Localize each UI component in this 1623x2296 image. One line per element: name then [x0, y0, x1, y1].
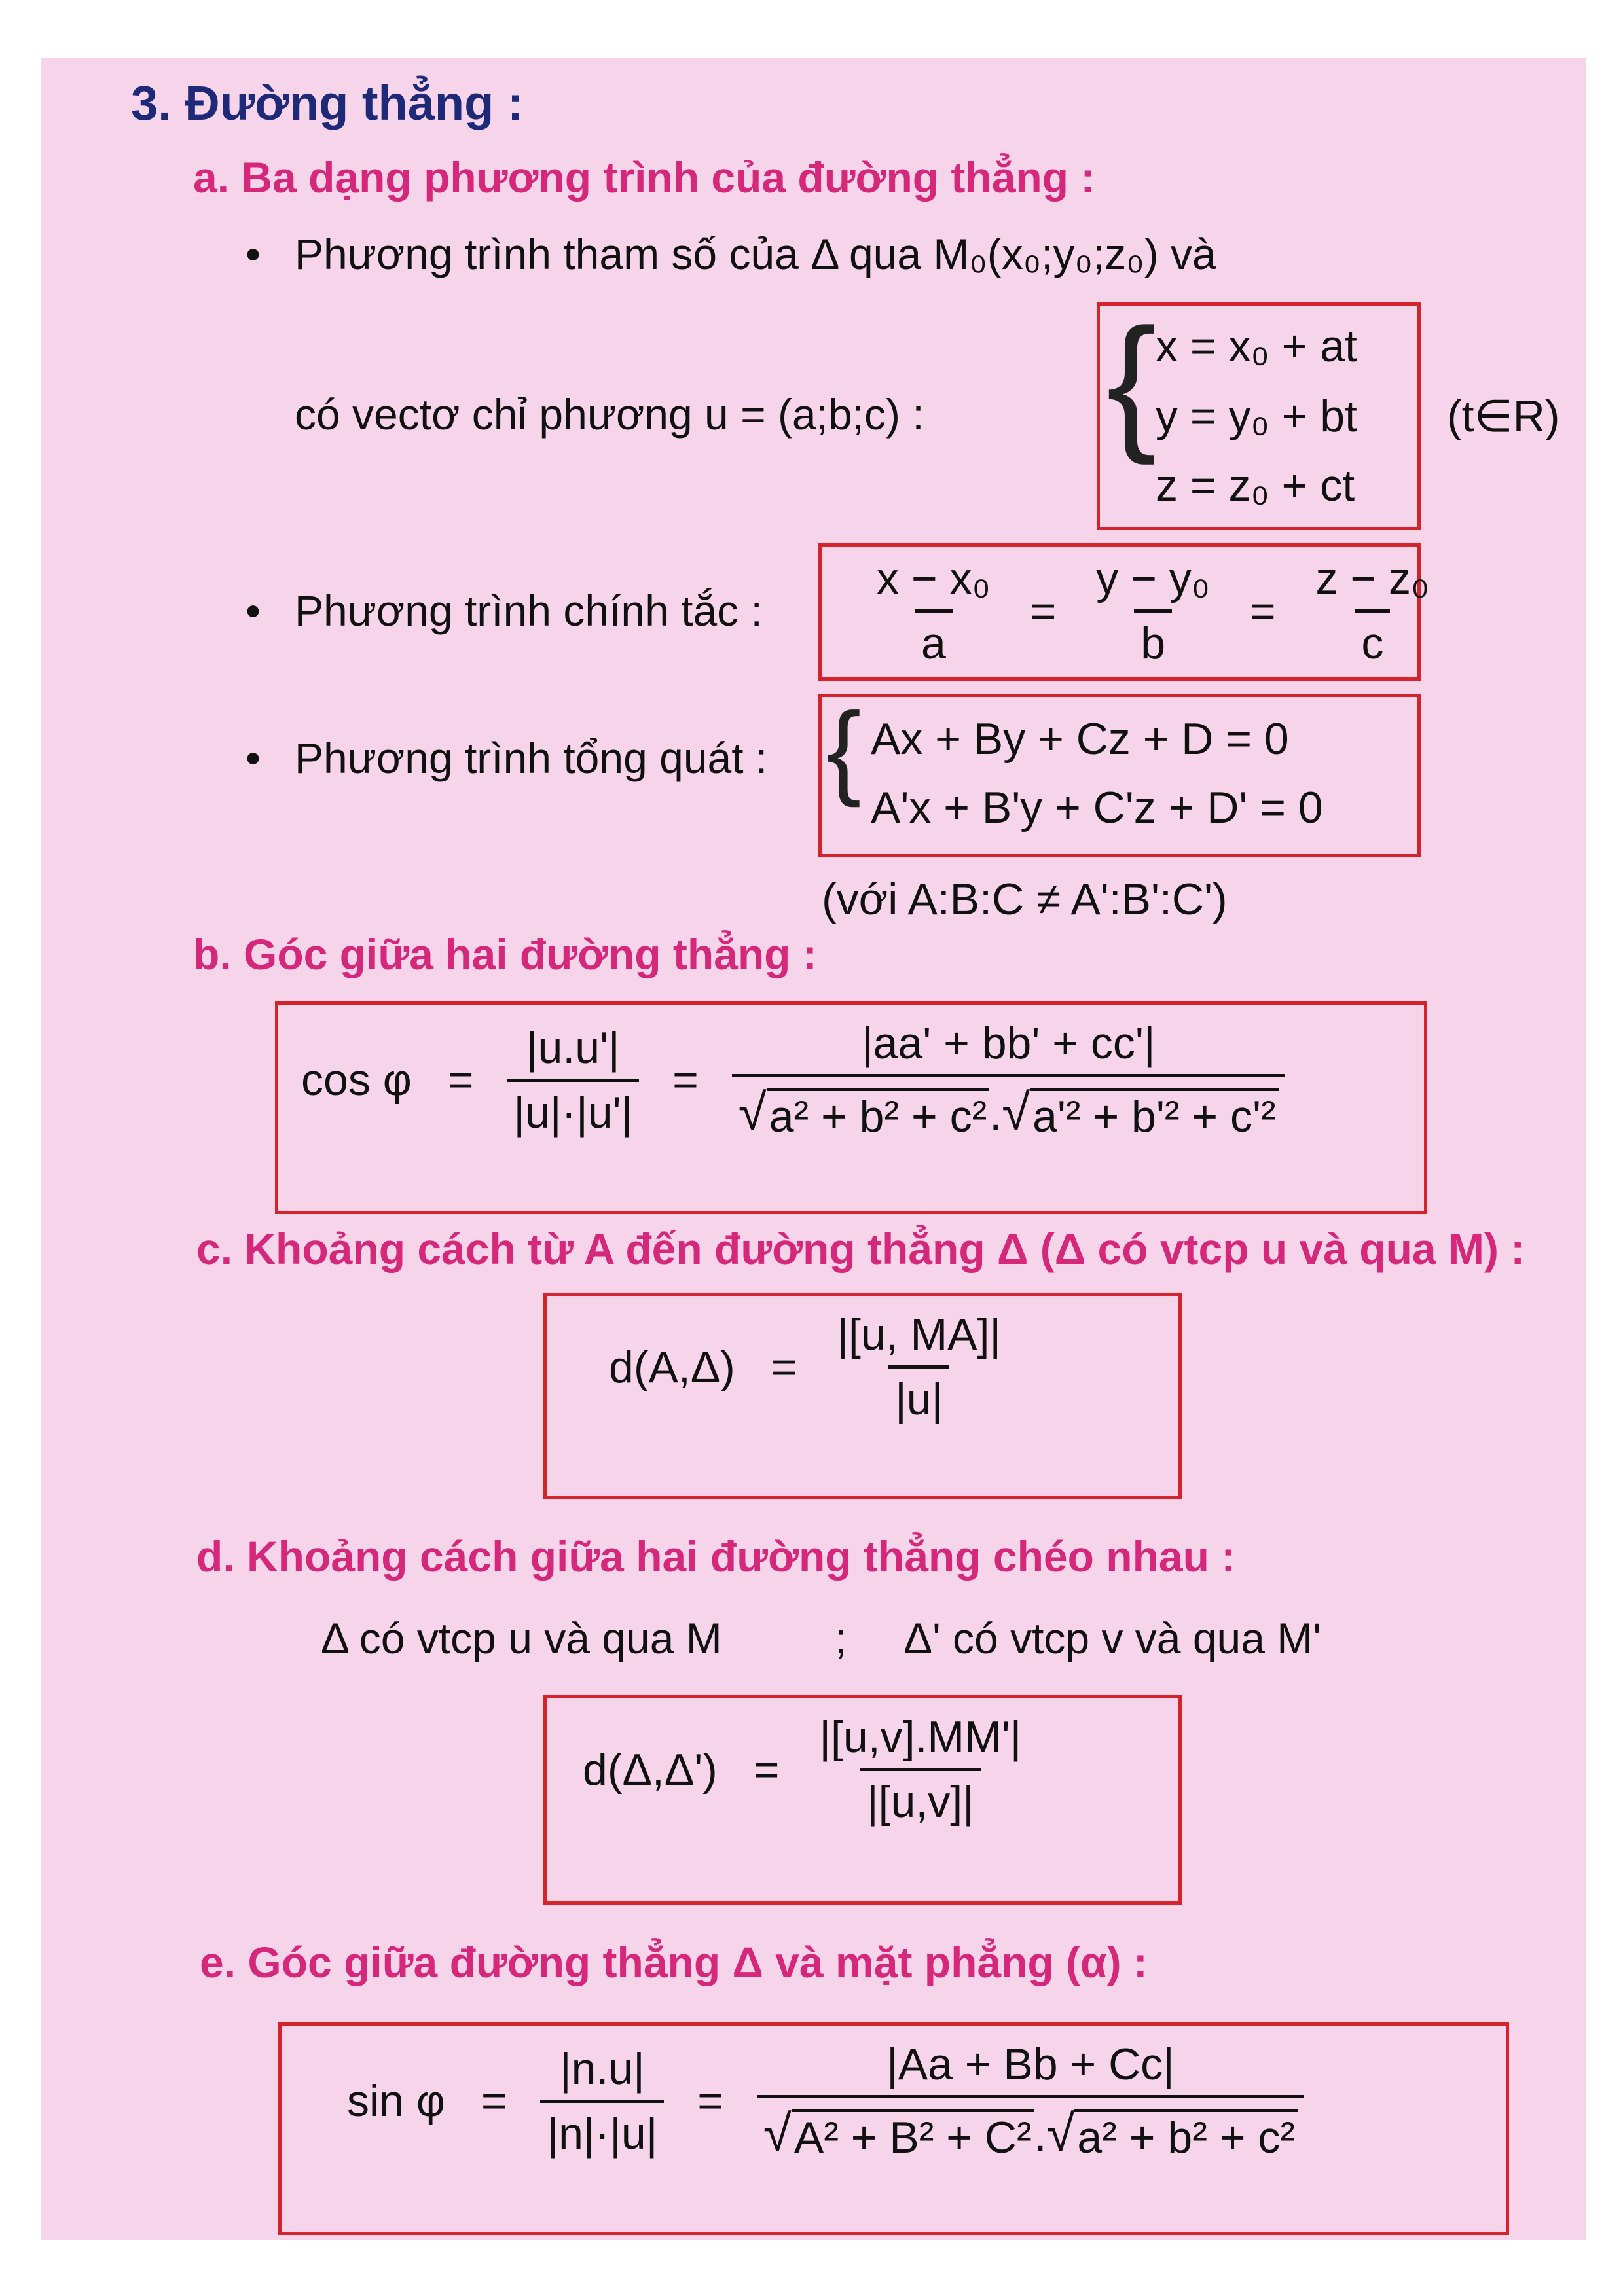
distance-skew-formula: d(Δ,Δ') = $\frac{|[u,v].MM'|}{|[u,v]|}$	[583, 1712, 1037, 1827]
cos-phi: cos φ	[301, 1055, 412, 1105]
heading-b: b. Góc giữa hai đường thẳng :	[193, 930, 817, 978]
skew-desc-right: Δ' có vtcp v và qua M'	[903, 1614, 1321, 1662]
section-title: 3. Đường thẳng :	[131, 76, 524, 130]
angle-plane-frac2: |Aa + Bb + Cc| √ A² + B² + C² . √ a² + b² + c²	[757, 2039, 1304, 2163]
heading-c: c. Khoảng cách từ A đến đường thẳng Δ (Δ có vtcp u và qua M) :	[196, 1225, 1525, 1273]
angle-lines-formula: cos φ = $\frac{|u.u'|}{|u|\cdot|u'|}$ = |aa' + bb' + cc'| √ a² + b² + c² . √ a'² + b'² + c'²	[301, 1018, 1294, 1142]
angle-plane-frac1: $\frac{|n.u|}{|n|\cdot|u|}$	[540, 2043, 664, 2159]
param-line1: Phương trình tham số của Δ qua M₀(x₀;y₀;z₀) và	[295, 230, 1216, 278]
param-bullet: •	[246, 230, 261, 278]
general-brace: {	[826, 691, 862, 808]
canonical-frac-x: $\frac{\text{x − x₀}}{a}$	[877, 554, 991, 668]
distance-point-frac: $\frac{|[u, MA]|}{|u|}$	[837, 1310, 1002, 1424]
angle-lines-frac1: $\frac{|u.u'|}{|u|\cdot|u'|}$	[507, 1022, 639, 1138]
heading-a: a. Ba dạng phương trình của đường thẳng :	[193, 153, 1095, 202]
general-eq1: Ax + By + Cz + D = 0	[871, 714, 1289, 764]
param-eq-x: x = x₀ + at	[1156, 321, 1357, 371]
d-A-delta: d(A,Δ)	[609, 1342, 735, 1392]
skew-sep: ;	[835, 1614, 847, 1662]
d-delta-delta: d(Δ,Δ')	[583, 1744, 718, 1795]
heading-d: d. Khoảng cách giữa hai đường thẳng chéo nhau :	[196, 1532, 1236, 1581]
angle-lines-frac2: |aa' + bb' + cc'| √ a² + b² + c² . √ a'² + b'² + c'²	[732, 1018, 1285, 1142]
general-eq2: A'x + B'y + C'z + D' = 0	[871, 783, 1323, 833]
canonical-bullet: •	[246, 586, 261, 635]
param-line2: có vectơ chỉ phương u = (a;b;c) :	[295, 390, 924, 439]
sin-phi: sin φ	[347, 2076, 445, 2126]
general-bullet: •	[246, 734, 261, 782]
canonical-frac-z: $\frac{\text{z − z₀}}{c}$	[1315, 554, 1430, 668]
param-domain: (t∈R)	[1447, 391, 1560, 441]
param-eq-y: y = y₀ + bt	[1156, 391, 1357, 441]
skew-desc-left: Δ có vtcp u và qua M	[321, 1614, 722, 1662]
general-note: (với A:B:C ≠ A':B':C')	[822, 874, 1228, 924]
distance-point-formula: d(A,Δ) = $\frac{|[u, MA]|}{|u|}$	[609, 1309, 1017, 1425]
canonical-label: Phương trình chính tắc :	[295, 586, 763, 635]
param-brace: {	[1106, 297, 1157, 465]
heading-e: e. Góc giữa đường thẳng Δ và mặt phẳng (α) :	[200, 1938, 1148, 1986]
general-label: Phương trình tổng quát :	[295, 734, 768, 782]
canonical-frac-y: $\frac{\text{y − y₀}}{b}$	[1096, 554, 1210, 668]
canonical-equation: $\frac{\text{x − x₀}}{a}$ = $\frac{\text{y − y₀}}{b}$ = $\frac{\text{z − z₀}}{c}$	[861, 553, 1445, 669]
angle-plane-formula: sin φ = $\frac{|n.u|}{|n|\cdot|u|}$ = |Aa + Bb + Cc| √ A² + B² + C² . √ a² + b² + c²	[347, 2039, 1313, 2163]
param-eq-z: z = z₀ + ct	[1156, 461, 1355, 511]
distance-skew-frac: $\frac{|[u,v].MM'|}{|[u,v]|}$	[819, 1712, 1022, 1827]
